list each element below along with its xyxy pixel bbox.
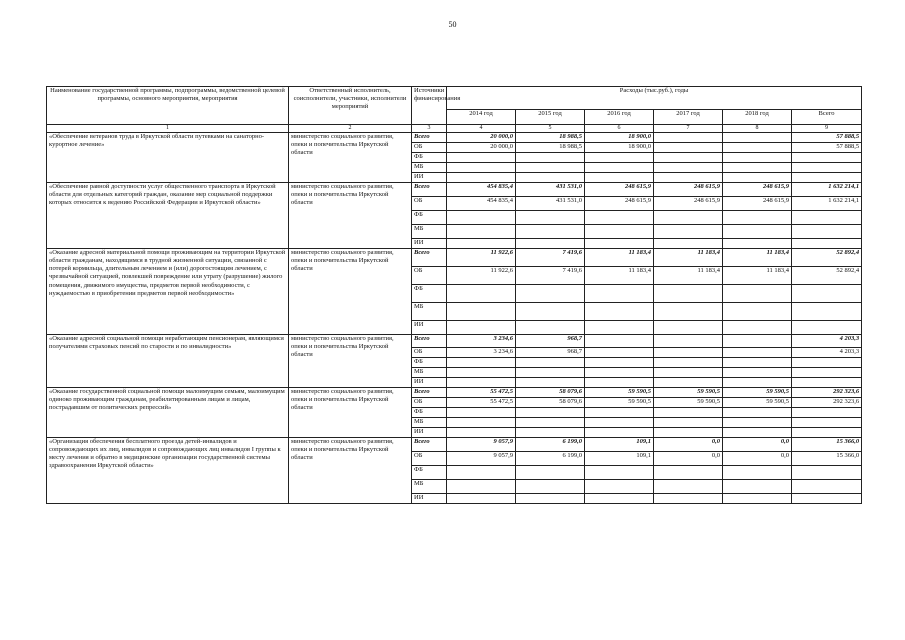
- year-value: 3 234,6: [447, 348, 516, 358]
- year-value: [447, 428, 516, 438]
- header-year: 2015 год: [516, 110, 585, 125]
- year-value: 0,0: [723, 452, 792, 466]
- year-value: [516, 303, 585, 321]
- header-year: 2017 год: [654, 110, 723, 125]
- year-value: [447, 408, 516, 418]
- year-value: [447, 480, 516, 494]
- year-value: [585, 466, 654, 480]
- year-value: [723, 133, 792, 143]
- year-value: [654, 173, 723, 183]
- year-value: [585, 358, 654, 368]
- program-rows: [47, 133, 862, 504]
- header-executor: Ответственный исполнитель, соисполнители, участники, исполнители мероприятий: [289, 87, 412, 125]
- year-value: 11 922,6: [447, 249, 516, 267]
- year-value: 0,0: [654, 452, 723, 466]
- year-value: [723, 225, 792, 239]
- year-value: [654, 163, 723, 173]
- year-value: 968,7: [516, 348, 585, 358]
- funding-source: ИИ: [412, 321, 447, 335]
- funding-source: МБ: [412, 418, 447, 428]
- year-value: 9 057,9: [447, 452, 516, 466]
- year-value: [723, 378, 792, 388]
- year-value: [585, 335, 654, 348]
- year-value: [516, 408, 585, 418]
- funding-source: ИИ: [412, 378, 447, 388]
- year-value: [723, 466, 792, 480]
- table-row-total: [47, 249, 862, 267]
- year-value: [516, 480, 585, 494]
- program-name: «Оказание государственной социальной помощи малоимущим семьям, малоимущим одиноко проживающим гражданам, реабилитированным лицам и лицам, пострадавшим от политических репрессий»: [47, 388, 289, 438]
- funding-source: ОБ: [412, 452, 447, 466]
- year-value: 11 183,4: [723, 267, 792, 285]
- year-value: [516, 368, 585, 378]
- funding-source: МБ: [412, 480, 447, 494]
- total-value: [792, 494, 862, 504]
- year-value: 7 419,6: [516, 267, 585, 285]
- year-value: [585, 368, 654, 378]
- header-total: Всего: [792, 110, 862, 125]
- year-value: 0,0: [654, 438, 723, 452]
- year-value: 11 183,4: [654, 249, 723, 267]
- year-value: [723, 480, 792, 494]
- year-value: 11 183,4: [654, 267, 723, 285]
- year-value: [654, 428, 723, 438]
- total-value: [792, 211, 862, 225]
- year-value: [654, 378, 723, 388]
- total-value: 292 323,6: [792, 398, 862, 408]
- year-value: [585, 303, 654, 321]
- program-name: «Оказание адресной социальной помощи неработающим пенсионерам, являющимся получателями страховых пенсий по старости и по инвалидности»: [47, 335, 289, 388]
- header-year: 2016 год: [585, 110, 654, 125]
- page-number: 50: [448, 20, 457, 29]
- year-value: [585, 225, 654, 239]
- funding-source: Всего: [412, 183, 447, 197]
- year-value: 18 900,0: [585, 143, 654, 153]
- column-number: 5: [516, 125, 585, 133]
- year-value: [585, 418, 654, 428]
- total-value: [792, 408, 862, 418]
- year-value: [585, 173, 654, 183]
- total-value: 4 203,3: [792, 348, 862, 358]
- program-executor: министерство социального развития, опеки и попечительства Иркутской области: [289, 335, 412, 388]
- total-value: 292 323,6: [792, 388, 862, 398]
- year-value: [654, 494, 723, 504]
- year-value: [585, 480, 654, 494]
- year-value: [516, 285, 585, 303]
- year-value: 6 199,0: [516, 438, 585, 452]
- year-value: 59 590,5: [654, 398, 723, 408]
- year-value: 968,7: [516, 335, 585, 348]
- program-name: «Оказание адресной материальной помощи проживающим на территории Иркутской области гражданам, находящимся в трудной жизненной ситуации, связанной с потерей кормильца, длительным лечением и (или) дорогостоящим лечением, с чрезвычайной ситуацией, повлекшей повреждение или утрату (разрушение) жилого помещения, движимого имущества, предметов первой необходимости, с нуждаемостью в приобретении предметов первой необходимости»: [47, 249, 289, 335]
- year-value: [585, 163, 654, 173]
- header-expenses: Расходы (тыс.руб.), годы: [447, 87, 862, 110]
- year-value: 18 900,0: [585, 133, 654, 143]
- year-value: 0,0: [723, 438, 792, 452]
- year-value: 248 615,9: [723, 183, 792, 197]
- year-value: [447, 163, 516, 173]
- year-value: [723, 348, 792, 358]
- year-value: [654, 133, 723, 143]
- year-value: [516, 321, 585, 335]
- year-value: [447, 239, 516, 249]
- total-value: 57 888,5: [792, 133, 862, 143]
- year-value: [654, 321, 723, 335]
- year-value: [723, 494, 792, 504]
- year-value: [447, 466, 516, 480]
- year-value: [654, 211, 723, 225]
- year-value: [516, 418, 585, 428]
- total-value: [792, 480, 862, 494]
- total-value: 15 366,0: [792, 452, 862, 466]
- funding-source: МБ: [412, 163, 447, 173]
- total-value: [792, 321, 862, 335]
- year-value: 11 183,4: [585, 249, 654, 267]
- year-value: [585, 153, 654, 163]
- program-executor: министерство социального развития, опеки и попечительства Иркутской области: [289, 183, 412, 249]
- year-value: [723, 428, 792, 438]
- year-value: 248 615,9: [654, 183, 723, 197]
- year-value: 58 079,6: [516, 388, 585, 398]
- total-value: 4 203,3: [792, 335, 862, 348]
- year-value: 454 835,4: [447, 183, 516, 197]
- year-value: [585, 408, 654, 418]
- year-value: 20 000,0: [447, 133, 516, 143]
- year-value: 58 079,6: [516, 398, 585, 408]
- total-value: 15 366,0: [792, 438, 862, 452]
- year-value: [447, 153, 516, 163]
- year-value: [654, 466, 723, 480]
- year-value: [447, 494, 516, 504]
- year-value: 6 199,0: [516, 452, 585, 466]
- year-value: 55 472,5: [447, 388, 516, 398]
- total-value: 1 632 214,1: [792, 197, 862, 211]
- year-value: [723, 285, 792, 303]
- year-value: [516, 153, 585, 163]
- total-value: 57 888,5: [792, 143, 862, 153]
- total-value: [792, 368, 862, 378]
- year-value: [654, 368, 723, 378]
- year-value: [447, 173, 516, 183]
- year-value: [654, 303, 723, 321]
- year-value: [723, 173, 792, 183]
- year-value: [585, 494, 654, 504]
- program-name: «Организация обеспечения бесплатного проезда детей-инвалидов и сопровождающих их лиц, инвалидов и сопровождающих лиц инвалидов I группы к месту лечения и обратно в медицинские организации государственной системы здравоохранения Иркутской области»: [47, 438, 289, 504]
- year-value: [516, 494, 585, 504]
- program-executor: министерство социального развития, опеки и попечительства Иркутской области: [289, 388, 412, 438]
- column-number: 3: [412, 125, 447, 133]
- table-row-total: [47, 335, 862, 348]
- year-value: 431 531,0: [516, 197, 585, 211]
- year-value: 7 419,6: [516, 249, 585, 267]
- year-value: [723, 321, 792, 335]
- year-value: 20 000,0: [447, 143, 516, 153]
- year-value: 11 922,6: [447, 267, 516, 285]
- year-value: [585, 378, 654, 388]
- funding-source: ОБ: [412, 267, 447, 285]
- year-value: [516, 173, 585, 183]
- year-value: [723, 163, 792, 173]
- program-executor: министерство социального развития, опеки и попечительства Иркутской области: [289, 249, 412, 335]
- year-value: [516, 466, 585, 480]
- year-value: [654, 358, 723, 368]
- funding-source: Всего: [412, 335, 447, 348]
- funding-source: Всего: [412, 133, 447, 143]
- year-value: 11 183,4: [723, 249, 792, 267]
- year-value: [516, 428, 585, 438]
- total-value: [792, 428, 862, 438]
- year-value: 18 988,5: [516, 143, 585, 153]
- year-value: [585, 285, 654, 303]
- year-value: [585, 239, 654, 249]
- year-value: [447, 225, 516, 239]
- header-source: Источники финансирования: [412, 87, 447, 125]
- year-value: 59 590,5: [723, 388, 792, 398]
- year-value: [516, 358, 585, 368]
- year-value: [723, 418, 792, 428]
- year-value: 18 988,5: [516, 133, 585, 143]
- header-year: 2014 год: [447, 110, 516, 125]
- year-value: [585, 428, 654, 438]
- total-value: [792, 418, 862, 428]
- year-value: 59 590,5: [654, 388, 723, 398]
- total-value: [792, 163, 862, 173]
- funding-source: ОБ: [412, 143, 447, 153]
- year-value: [516, 239, 585, 249]
- program-executor: министерство социального развития, опеки и попечительства Иркутской области: [289, 133, 412, 183]
- funding-source: ИИ: [412, 428, 447, 438]
- column-number: 4: [447, 125, 516, 133]
- column-number: 9: [792, 125, 862, 133]
- year-value: 59 590,5: [723, 398, 792, 408]
- column-numbers-row: [47, 125, 862, 133]
- funding-source: ИИ: [412, 239, 447, 249]
- total-value: [792, 285, 862, 303]
- total-value: [792, 466, 862, 480]
- year-value: [447, 378, 516, 388]
- year-value: 59 590,5: [585, 388, 654, 398]
- year-value: [585, 321, 654, 335]
- year-value: [447, 285, 516, 303]
- year-value: [654, 143, 723, 153]
- year-value: [654, 239, 723, 249]
- year-value: 248 615,9: [723, 197, 792, 211]
- year-value: [585, 348, 654, 358]
- funding-source: Всего: [412, 249, 447, 267]
- funding-source: ФБ: [412, 285, 447, 303]
- column-number: 1: [47, 125, 289, 133]
- total-value: [792, 303, 862, 321]
- funding-source: ИИ: [412, 173, 447, 183]
- budget-table: [46, 86, 862, 504]
- year-value: 248 615,9: [585, 197, 654, 211]
- year-value: 3 234,6: [447, 335, 516, 348]
- year-value: [723, 143, 792, 153]
- year-value: [654, 153, 723, 163]
- total-value: 1 632 214,1: [792, 183, 862, 197]
- header-name: Наименование государственной программы, подпрограммы, ведомственной целевой программы, основного мероприятия, мероприятия: [47, 87, 289, 125]
- column-number: 7: [654, 125, 723, 133]
- total-value: 52 892,4: [792, 267, 862, 285]
- funding-source: ФБ: [412, 211, 447, 225]
- year-value: [723, 211, 792, 225]
- total-value: [792, 358, 862, 368]
- year-value: [654, 418, 723, 428]
- year-value: [654, 335, 723, 348]
- funding-source: Всего: [412, 388, 447, 398]
- total-value: [792, 378, 862, 388]
- year-value: [516, 163, 585, 173]
- year-value: [723, 239, 792, 249]
- year-value: [723, 153, 792, 163]
- funding-source: Всего: [412, 438, 447, 452]
- column-number: 6: [585, 125, 654, 133]
- year-value: [447, 303, 516, 321]
- year-value: [654, 225, 723, 239]
- year-value: 248 615,9: [654, 197, 723, 211]
- table-row-total: [47, 183, 862, 197]
- funding-source: ОБ: [412, 197, 447, 211]
- column-number: 8: [723, 125, 792, 133]
- year-value: [723, 358, 792, 368]
- funding-source: ФБ: [412, 466, 447, 480]
- year-value: [447, 418, 516, 428]
- year-value: [447, 211, 516, 225]
- year-value: [723, 335, 792, 348]
- year-value: [447, 321, 516, 335]
- funding-source: МБ: [412, 303, 447, 321]
- year-value: [516, 378, 585, 388]
- program-name: «Обеспечение равной доступности услуг общественного транспорта в Иркутской области для отдельных категорий граждан, оказание мер социальной поддержки которых относится к ведению Российской Федерации и Иркутской области»: [47, 183, 289, 249]
- program-name: «Обеспечение ветеранов труда в Иркутской области путевками на санаторно-курортное лечение»: [47, 133, 289, 183]
- year-value: 248 615,9: [585, 183, 654, 197]
- total-value: [792, 225, 862, 239]
- year-value: 431 531,0: [516, 183, 585, 197]
- year-value: 109,1: [585, 452, 654, 466]
- funding-source: ФБ: [412, 153, 447, 163]
- funding-source: МБ: [412, 225, 447, 239]
- year-value: [447, 358, 516, 368]
- year-value: [723, 303, 792, 321]
- program-executor: министерство социального развития, опеки и попечительства Иркутской области: [289, 438, 412, 504]
- table-row-total: [47, 388, 862, 398]
- year-value: [654, 408, 723, 418]
- funding-source: ОБ: [412, 348, 447, 358]
- year-value: [585, 211, 654, 225]
- total-value: 52 892,4: [792, 249, 862, 267]
- column-number: 2: [289, 125, 412, 133]
- funding-source: ФБ: [412, 358, 447, 368]
- total-value: [792, 153, 862, 163]
- funding-source: ОБ: [412, 398, 447, 408]
- year-value: [516, 211, 585, 225]
- year-value: 9 057,9: [447, 438, 516, 452]
- year-value: 454 835,4: [447, 197, 516, 211]
- year-value: [516, 225, 585, 239]
- funding-source: ФБ: [412, 408, 447, 418]
- year-value: [723, 408, 792, 418]
- year-value: [654, 285, 723, 303]
- year-value: [447, 368, 516, 378]
- year-value: 109,1: [585, 438, 654, 452]
- year-value: [654, 480, 723, 494]
- year-value: [654, 348, 723, 358]
- table-row-total: [47, 438, 862, 452]
- year-value: 59 590,5: [585, 398, 654, 408]
- header-year: 2018 год: [723, 110, 792, 125]
- total-value: [792, 173, 862, 183]
- year-value: 11 183,4: [585, 267, 654, 285]
- year-value: [723, 368, 792, 378]
- funding-source: ИИ: [412, 494, 447, 504]
- funding-source: МБ: [412, 368, 447, 378]
- total-value: [792, 239, 862, 249]
- year-value: 55 472,5: [447, 398, 516, 408]
- table-row-total: [47, 133, 862, 143]
